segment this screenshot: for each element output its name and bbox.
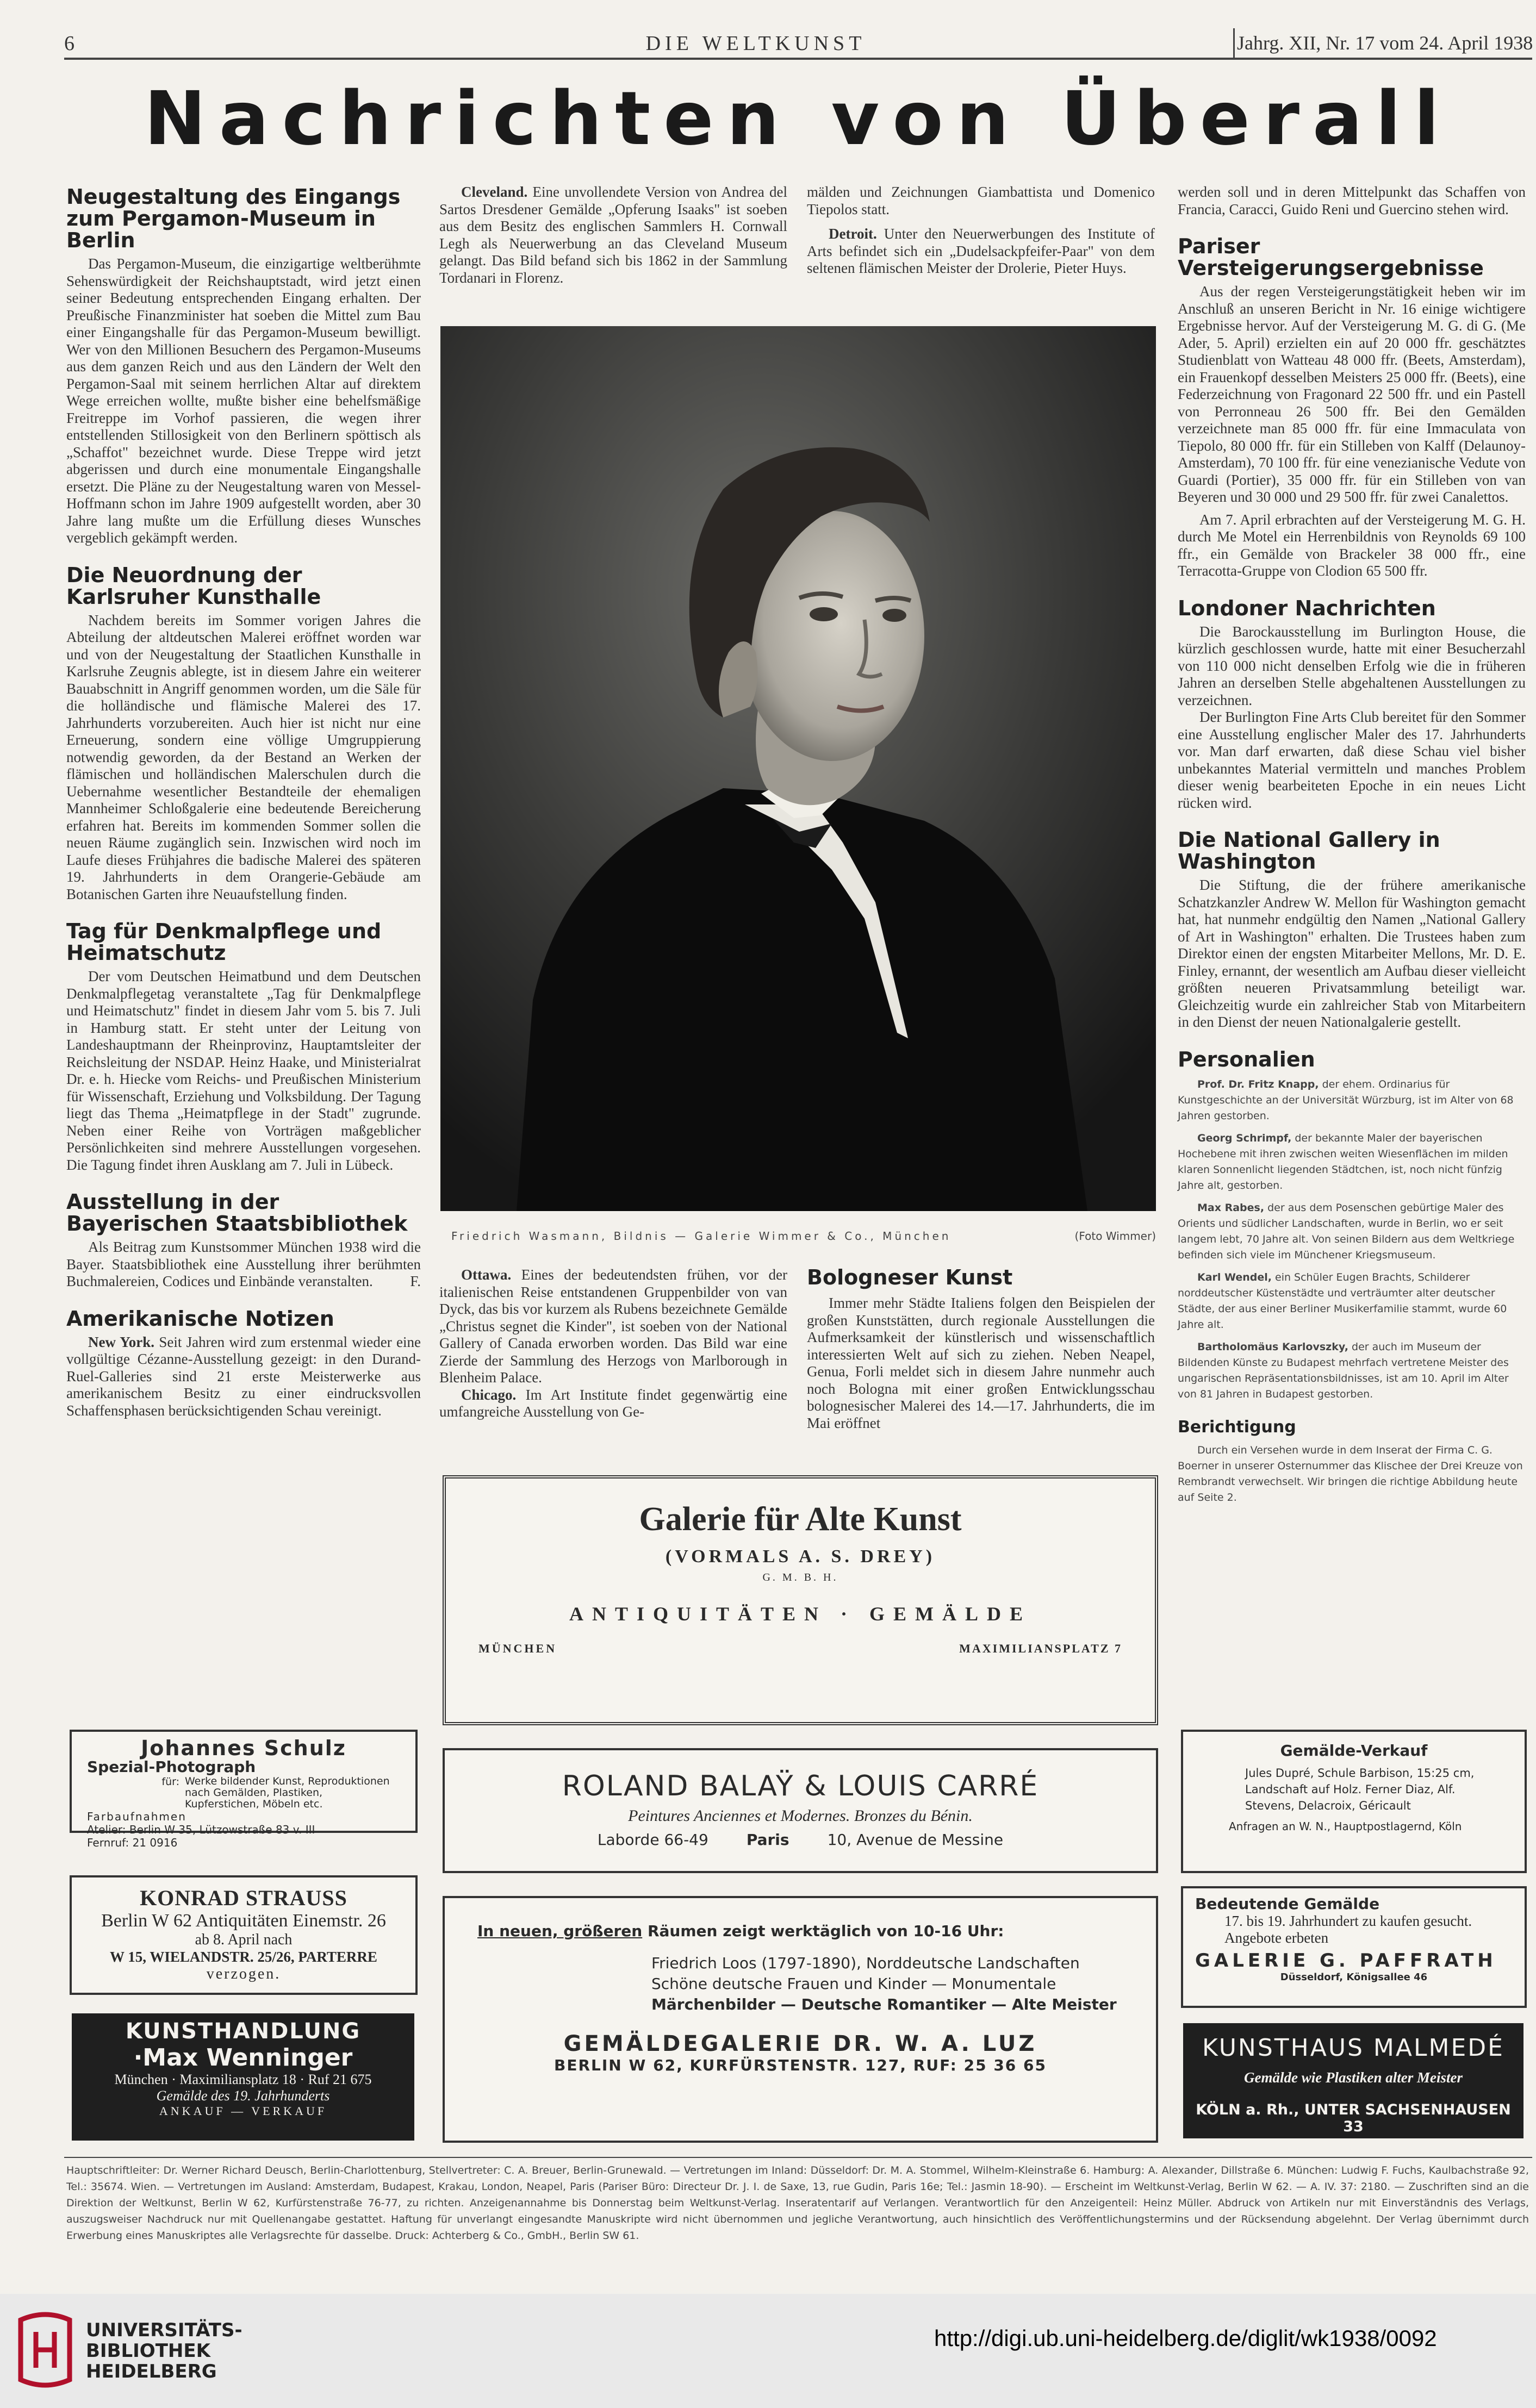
article-text: Das Pergamon-Museum, die einzigartige weltberühmte Sehenswürdigkeit der Reichshauptstadt, wird jetzt einen seiner Bedeutung entsprechenden Eingang erhalten. Der Preußische Finanzminister hat soeben die Mittel zum Bau einer Eingangshalle für das Pergamon-Museum bewilligt. Wer von den Millionen Besuchern des Pergamon-Museums aus dem ganzen Reich und aus den Ländern der Welt den Pergamon-Saal mit seinem herrlichen Altar auf direktem Wege erreichen wollte, mußte bisher eine behelfsmäßige Freitreppe im Vorhof passieren, die wegen ihrer entstellenden Stillosigkeit von den Berlinern spöttisch als „Schaffot" bezeichnet wurde. Diese Treppe wird jetzt abgerissen und durch eine monumentale Eingangshalle ersetzt. Die Pläne zu der Neugestaltung waren von Messel-Hoffmann schon im Jahre 1909 aufgestellt worden, aber 30 Jahre lang mußte um die Erfüllung dieses Wunsches vergeblich gekämpft werden. xyxy=(66,255,421,546)
ad-konrad-strauss xyxy=(70,1875,418,1995)
ad-text: Schöne deutsche Frauen und Kinder — Monumentale xyxy=(651,1975,1056,1993)
ad-address: W 15, WIELANDSTR. 25/26, PARTERRE xyxy=(110,1949,377,1965)
ad-city: MÜNCHEN xyxy=(478,1642,557,1655)
column-2-bottom xyxy=(439,1267,787,1421)
ad-text: ANTIQUITÄTEN · GEMÄLDE xyxy=(569,1603,1032,1625)
ad-address: BERLIN W 62, KURFÜRSTENSTR. 127, RUF: 25 36 65 xyxy=(554,2056,1047,2074)
source-url-link[interactable]: http://digi.ub.uni-heidelberg.de/diglit/wk1938/0092 xyxy=(934,2325,1437,2351)
article-text: Am 7. April erbrachten auf der Versteigerung M. G. H. durch Me Motel ein Herrenbildnis von Reynolds 69 100 ffr., ein Gemälde von Brackeler 38 000 ffr., eine Terracotta-Gruppe von Clodion 65 500 ffr. xyxy=(1178,511,1526,579)
ad-title: Johannes Schulz xyxy=(141,1736,346,1760)
article-title: Personalien xyxy=(1178,1047,1315,1071)
ad-text: Gemälde des 19. Jahrhunderts xyxy=(156,2088,330,2104)
article-text: Aus der regen Versteigerungstätigkeit heben wir im Anschluß an unseren Bericht in Nr. 16 einige wichtigere Ergebnisse hervor. Auf der Versteigerung M. G. di G. (Me Ader, 5. April) erzielten ein auf 20 000 ffr. geschätztes Studienblatt von Watteau 48 000 ffr. (Beets, Amsterdam), ein Frauenkopf desselben Meisters 25 000 ffr. (Beets), eine Federzeichnung von Fragonard 22 500 ffr. und ein Pastell von Perronneau 26 500 ffr. Bei den Gemälden verzeichnete man 85 000 ffr. für eine Immaculata von Tiepolo, 80 000 ffr. für ein Stilleben von Kalff (Delaunoy-Amsterdam), 70 100 ffr. für eine venezianische Vedute von Guardi (Portier), 35 000 ffr. für ein Stilleben von van Beyeren und 30 000 und 29 500 ffr. für zwei Canalettos. xyxy=(1178,283,1526,505)
ad-max-wenninger xyxy=(72,2013,414,2141)
ad-subtitle: Peintures Anciennes et Modernes. Bronzes du Bénin. xyxy=(628,1807,973,1825)
photo-credit: (Foto Wimmer) xyxy=(1074,1230,1156,1243)
portrait-photo xyxy=(440,326,1156,1211)
ad-text: ab 8. April nach xyxy=(195,1931,293,1948)
article-text: Chicago. Im Art Institute findet gegenwärtig eine umfangreiche Ausstellung von Ge- xyxy=(439,1386,788,1420)
ad-title: GEMÄLDEGALERIE DR. W. A. LUZ xyxy=(563,2031,1037,2056)
article-text: Als Beitrag zum Kunstsommer München 1938 wird die Bayer. Staatsbibliothek eine Ausstellung ihrer berühmten Buchmalereien, Codices und Einbände veranstalten. F. xyxy=(66,1239,421,1289)
article-text: Die Stiftung, die der frühere amerikanische Schatzkanzler Andrew W. Mellon für Washington gemacht hat, hat nunmehr endgültig den Namen „National Gallery of Art in Washington" erhalten. Die Trustees haben zum Direktor einen der engsten Mitarbeiter Mellons, Mr. D. E. Finley, ernannt, der wesentlich am Aufbau dieser vielleicht größten neueren Privatsammlung beteiligt war. Gleichzeitig wurde ein zahlreicher Stab von Mitarbeitern in den Dienst der neuen Nationalgalerie gestellt. xyxy=(1178,877,1526,1030)
article-title: Pariser Versteigerungsergebnisse xyxy=(1178,234,1484,280)
ad-intro: In neuen, größeren Räumen zeigt werktäglich von 10-16 Uhr: xyxy=(477,1922,1004,1940)
ad-title: KUNSTHAUS MALMEDÉ xyxy=(1202,2034,1504,2062)
ad-text: verzogen. xyxy=(206,1966,281,1982)
ad-text: Stevens, Delacroix, Géricault xyxy=(1245,1799,1411,1812)
ad-title: Bedeutende Gemälde xyxy=(1195,1895,1380,1913)
ad-subtitle: Spezial-Photograph xyxy=(87,1758,256,1776)
ad-text: Friedrich Loos (1797-1890), Norddeutsche Landschaften xyxy=(651,1954,1080,1972)
article-title: Neugestaltung des Eingangs zum Pergamon-Museum in Berlin xyxy=(66,185,401,252)
ad-gemaeldegalerie-luz xyxy=(443,1896,1158,2143)
ad-text: Farbaufnahmen xyxy=(87,1810,186,1823)
imprint-rule xyxy=(64,2157,1532,2158)
column-3-top xyxy=(807,184,1155,277)
ad-phone: Fernruf: 21 0916 xyxy=(87,1836,178,1849)
article-text: Nachdem bereits im Sommer vorigen Jahres die Abteilung der altdeutschen Malerei eröffnet worden war und von der Neugestaltung der Staatlichen Kunsthalle in Karlsruhe Zeugnis ablegte, ist in diesem Jahre ein weiterer Bauabschnitt in Angriff genommen worden, um die Säle für die holländische und flämische Malerei des 17. Jahrhunderts vorzubereiten. Auch hier ist nicht nur eine Erneuerung, sondern eine völlige Umgruppierung notwendig geworden, da der Bestand an Werken der flämischen und holländischen Malerschulen durch die Uebernahme wesentlicher Bestandteile der ehemaligen Mannheimer Schloßgalerie eine bedeutende Bereicherung erfahren hat. Bereits im kommenden Sommer sollen die neuen Räume zugänglich sein. Inzwischen wird noch im Laufe dieses Frühjahres die badische Malerei des späteren 19. Jahrhunderts in dem Orangerie-Gebäude am Botanischen Garten ihre Neuaufstellung finden. xyxy=(66,612,421,902)
ad-city: Paris xyxy=(746,1831,789,1849)
article-text: werden soll und in deren Mittelpunkt das Schaffen von Francia, Caracci, Guido Reni und Guercino stehen wird. xyxy=(1178,184,1526,217)
personalia-item: Max Rabes, der aus dem Posenschen gebürtige Maler des Orients und südlicher Landschaften, wurde in Berlin, wo er seit langem lebt, 70 Jahre alt. Von seinen Bildern aus dem Weltkriege befinden sich viele im Münchener Kriegsmuseum. xyxy=(1178,1201,1515,1261)
ad-title: GALERIE G. PAFFRATH xyxy=(1195,1950,1497,1972)
library-logo-icon xyxy=(15,2309,75,2391)
ad-text: G. M. B. H. xyxy=(762,1571,838,1583)
ad-text: Jules Dupré, Schule Barbison, 15:25 cm, xyxy=(1245,1767,1475,1780)
article-title: Tag für Denkmalpflege und Heimatschutz xyxy=(66,919,382,965)
ad-address: 10, Avenue de Messine xyxy=(827,1831,1004,1849)
ad-text: Berlin W 62 Antiquitäten Einemstr. 26 xyxy=(101,1911,386,1931)
ad-text: für: xyxy=(161,1776,179,1788)
issue-info: Jahrg. XII, Nr. 17 vom 24. April 1938 xyxy=(1237,32,1533,54)
personalia-item: Prof. Dr. Fritz Knapp, der ehem. Ordinarius für Kunstgeschichte an der Universität Würzburg, ist im Alter von 68 Jahren gestorben. xyxy=(1178,1078,1514,1122)
ad-address: Atelier: Berlin W 35, Lützowstraße 83 v. III xyxy=(87,1823,315,1836)
portrait-image xyxy=(440,326,1156,1211)
ad-phone: Laborde 66-49 xyxy=(597,1831,708,1849)
ad-address: Düsseldorf, Königsallee 46 xyxy=(1280,1972,1428,1983)
article-title: Berichtigung xyxy=(1178,1417,1296,1437)
personalia-item: Georg Schrimpf, der bekannte Maler der bayerischen Hochebene mit ihren zwischen weiten Wiesenflächen im milden klaren Sonnenlicht liegenden Städtchen, ist, noch nicht fünfzig Jahre alt, gestorben. xyxy=(1178,1132,1508,1191)
ad-text: 17. bis 19. Jahrhundert zu kaufen gesucht. xyxy=(1224,1913,1472,1929)
column-3-bottom xyxy=(807,1267,1155,1432)
article-title: Ausstellung in der Bayerischen Staatsbibliothek xyxy=(66,1190,408,1236)
personalia-item: Bartholomäus Karlovszky, der auch im Museum der Bildenden Künste zu Budapest mehrfach vertretene Meister des ungarischen Repräsentationsbildnisses, ist am 10. April im Alter von 81 Jahren in Budapest gestorben. xyxy=(1178,1340,1509,1400)
article-title: Amerikanische Notizen xyxy=(66,1306,334,1331)
imprint-text: Hauptschriftleiter: Dr. Werner Richard Deusch, Berlin-Charlottenburg, Stellvertreter: C. A. Breuer, Berlin-Grunewald. — Vertretungen im Inland: Düsseldorf: Dr. M. A. Stommel, Wilhelm-Kleinstraße 6. Hamburg: A. Alexander, Dillstraße 6. München: Ludwig F. Fuchs, Kaulbachstraße 92, Tel.: 35674. Wien. — Vertretungen im Ausland: Amsterdam, Budapest, Krakau, London, Neapel, Paris (Pariser Büro: Directeur Dr. J. I. de Saxe, 13, rue Gudin, Paris 16e; Tel.: Jasmin 18-90). — Erscheint im Weltkunst-Verlag, Berlin W 62. — A. IV. 37: 2180. — Zuschriften sind an die Direktion der Weltkunst, Berlin W 62, Kurfürstenstraße 76-77, zu richten. Anzeigenannahme bis Donnerstag beim Weltkunst-Verlag. Inseratentarif auf Verlangen. Verantwortlich für den Anzeigenteil: Heinz Müller. Abdruck von Artikeln nur mit Einverständnis des Verlags, auszugsweiser Nachdruck nur mit Quellenangabe gestattet. Haftung für unverlangt eingesandte Manuskripte wird nicht übernommen und jegliche Verantwortung, auch hinsichtlich des Veröffentlichungstermins und der Rücksendung abgelehnt. Der Verlag übernimmt durch Erwerbung eines Manuskriptes alle Verlagsrechte für dasselbe. Druck: Achterberg & Co., GmbH., Berlin SW 61. xyxy=(66,2164,1529,2242)
ad-galerie-alte-kunst xyxy=(443,1475,1158,1725)
ad-address: KÖLN a. Rh., UNTER SACHSENHAUSEN 33 xyxy=(1196,2101,1511,2135)
article-text: Der vom Deutschen Heimatbund und dem Deutschen Denkmalpflegetag veranstaltete „Tag für Denkmalpflege und Heimatschutz" findet in diesem Jahr vom 5. bis 7. Juli in Hamburg statt. Er steht unter der Leitung von Landeshauptmann der Rheinprovinz, Hauptamtsleiter der Reichsleitung der NSDAP. Heinz Haake, und Ministerialrat Dr. e. h. Hiecke vom Reichs- und Preußischen Ministerium für Wissenschaft, Erziehung und Volksbildung. Der Tagung liegt das Thema „Heimatpflege in der Stadt" zugrunde. Neben einer Reihe von Vorträgen maßgeblicher Persönlichkeiten sind mehrere Ausstellungen vorgesehen. Die Tagung findet ihren Ausklang am 7. Juli in Lübeck. xyxy=(66,968,421,1173)
ad-kunsthaus-malmede xyxy=(1183,2023,1523,2138)
ad-title: ·Max Wenninger xyxy=(133,2044,353,2072)
column-1 xyxy=(66,186,421,1419)
article-text: New York. Seit Jahren wird zum erstenmal wieder eine vollgültige Cézanne-Ausstellung gezeigt: in den Durand-Ruel-Galleries sind 21 erste Meisterwerke aus amerikanischem Besitz zu einer eindrucksvollen Schaffensphasen berücksichtigenden Schau vereinigt. xyxy=(66,1333,421,1419)
ad-galerie-paffrath xyxy=(1181,1886,1527,2008)
article-text: Ottawa. Eines der bedeutendsten frühen, vor der italienischen Reise entstandenen Gruppenbilder von van Dyck, das bis vor kurzem als Rubens bezeichnete Gemälde „Christus segnet die Kinder", ist soeben von der National Gallery of Canada erworben worden. Das Bild war eine Zierde der Sammlung des Herzogs von Marlborough in Blenheim Palace. xyxy=(439,1267,787,1386)
article-text: Die Barockausstellung im Burlington House, die kürzlich geschlossen wurde, hatte mit einer Besucherzahl von 110 000 nicht denselben Erfolg wie die in früheren Jahren an derselben Stelle abgehaltenen Ausstellungen zu verzeichnen. xyxy=(1178,623,1526,708)
ad-text: Landschaft auf Holz. Ferner Diaz, Alf. xyxy=(1245,1783,1456,1796)
ad-text: Werke bildender Kunst, Reproduktionen nach Gemälden, Plastiken, Kupferstichen, Möbeln etc. xyxy=(185,1775,390,1810)
article-title: Londoner Nachrichten xyxy=(1178,596,1436,620)
ad-title: KUNSTHANDLUNG xyxy=(125,2019,361,2044)
newspaper-title: DIE WELTKUNST xyxy=(645,32,866,55)
article-text: mälden und Zeichnungen Giambattista und Domenico Tiepolos statt. xyxy=(807,184,1155,217)
personalia-item: Karl Wendel, ein Schüler Eugen Brachts, Schilderer norddeutscher Küstenstädte und verträumter alter deutscher Städte, der aus einer Berliner Musikerfamilie stammt, wurde 60 Jahre alt. xyxy=(1178,1271,1507,1331)
article-title: Die Neuordnung der Karlsruher Kunsthalle xyxy=(66,563,321,609)
article-text: Immer mehr Städte Italiens folgen den Beispielen der großen Kunststätten, durch regionale Ausstellungen die Aufmerksamkeit der künstlerisch und wissenschaftlich interessierten Welt auf sich zu ziehen. Neben Neapel, Genua, Forli meldet sich in diesem Jahre nunmehr auch noch Bologna mit einer großen Entwicklungsschau bolognesischer Malerei des 14.—17. Jahrhunderts, die im Mai eröffnet xyxy=(807,1295,1155,1431)
library-footer xyxy=(0,2294,1536,2408)
ad-johannes-schulz xyxy=(70,1730,418,1849)
article-text: Der Burlington Fine Arts Club bereitet für den Sommer eine Ausstellung englischer Maler des 17. Jahrhunderts vor. Man darf erwarten, daß diese Schau viel bisher unbekanntes Material vermitteln und manches Problem dieser wenig bearbeiteten Epoche in ein neues Licht rücken wird. xyxy=(1178,709,1526,811)
ad-text: Angebote erbeten xyxy=(1224,1930,1329,1946)
ad-title: ROLAND BALAŸ & LOUIS CARRÉ xyxy=(562,1770,1039,1802)
ad-title: KONRAD STRAUSS xyxy=(140,1886,347,1910)
ad-address: München · Maximiliansplatz 18 · Ruf 21 675 xyxy=(114,2072,372,2087)
main-title: Nachrichten von Überall xyxy=(144,76,1452,162)
photo-caption: Friedrich Wasmann, Bildnis — Galerie Wimmer & Co., München xyxy=(451,1230,952,1243)
ad-text: Anfragen an W. N., Hauptpostlagernd, Köln xyxy=(1229,1820,1462,1833)
article-text: Cleveland. Eine unvollendete Version von Andrea del Sartos Dresdener Gemälde „Opferung Isaaks" ist soeben aus dem Besitz des englischen Sammlers H. Cornwall Legh als Neuerwerbung an das Cleveland Museum gelangt. Das Bild befand sich bis 1862 in der Sammlung Tordanari in Florenz. xyxy=(439,184,788,286)
article-text: Durch ein Versehen wurde in dem Inserat der Firma C. G. Boerner in unserer Osternummer das Klischee der Drei Kreuze von Rembrandt verwechselt. Wir bringen die richtige Abbildung heute auf Seite 2. xyxy=(1178,1444,1523,1504)
column-4 xyxy=(1178,184,1526,1506)
article-title: Bologneser Kunst xyxy=(807,1265,1013,1289)
article-title: Die National Gallery in Washington xyxy=(1178,828,1440,874)
ad-address: MAXIMILIANSPLATZ 7 xyxy=(959,1642,1122,1655)
ad-subtitle: Gemälde wie Plastiken alter Meister xyxy=(1244,2069,1463,2086)
ad-title: Gemälde-Verkauf xyxy=(1280,1742,1428,1760)
ad-roland-balay xyxy=(443,1748,1158,1873)
ad-subtitle: (VORMALS A. S. DREY) xyxy=(665,1546,936,1567)
library-name: UNIVERSITÄTS- BIBLIOTHEK HEIDELBERG xyxy=(86,2319,242,2382)
page-number: 6 xyxy=(64,32,74,55)
column-2-top xyxy=(439,184,787,286)
header-rule xyxy=(64,58,1532,60)
ad-text: ANKAUF — VERKAUF xyxy=(159,2104,327,2118)
header-divider xyxy=(1233,28,1235,58)
ad-gemaelde-verkauf xyxy=(1181,1730,1527,1873)
article-text: Detroit. Unter den Neuerwerbungen des Institute of Arts befindet sich ein „Dudelsackpfeifer-Paar" von dem seltenen flämischen Meister der Drolerie, Pieter Huys. xyxy=(807,226,1155,276)
ad-title: Galerie für Alte Kunst xyxy=(639,1501,962,1538)
ad-text: Märchenbilder — Deutsche Romantiker — Alte Meister xyxy=(651,1995,1117,2013)
